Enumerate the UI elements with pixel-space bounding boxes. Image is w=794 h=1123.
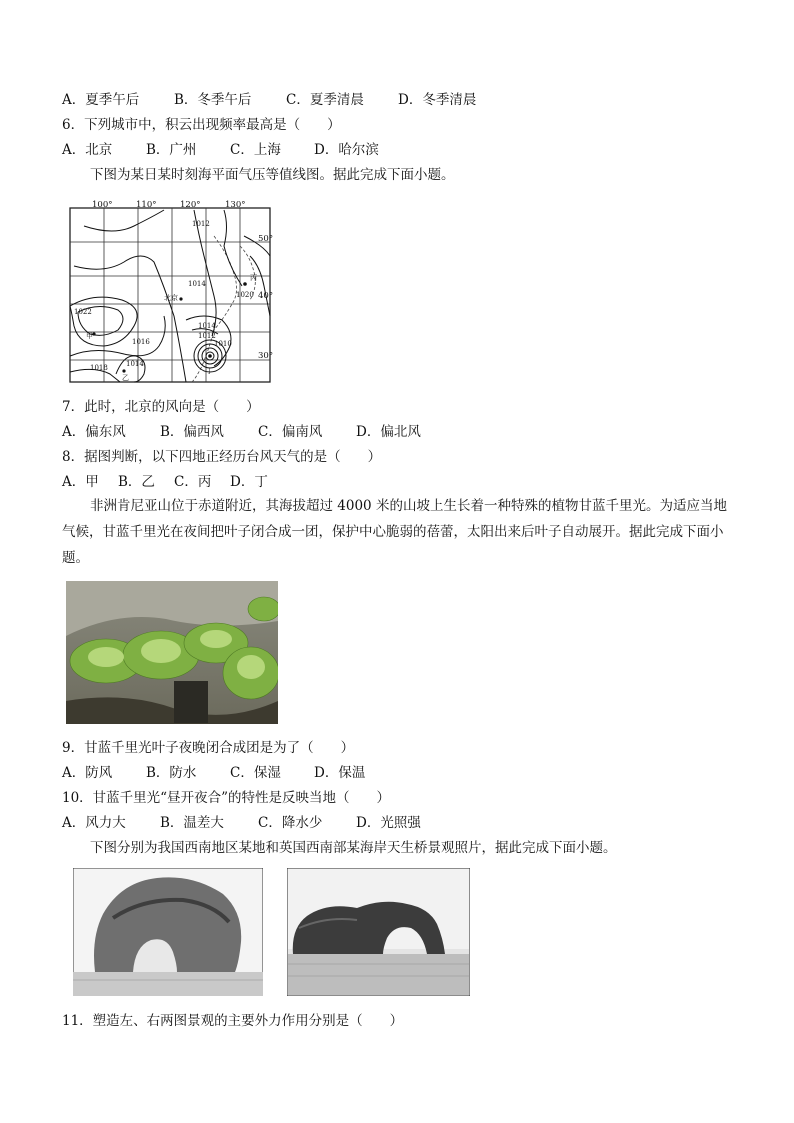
isobar-map xyxy=(64,196,278,388)
q10-option-d: D．光照强 xyxy=(356,815,421,831)
q7-option-c: C．偏南风 xyxy=(258,424,323,440)
place-bing: 丙 xyxy=(250,274,257,282)
q7-options xyxy=(62,423,421,441)
place-ding: 丁 xyxy=(206,367,213,375)
isobar-label: 1018 xyxy=(90,364,108,372)
bing-point xyxy=(243,282,247,286)
q8-option-b: B．乙 xyxy=(118,474,155,490)
beijing-point xyxy=(179,297,182,300)
place-yi: 乙 xyxy=(122,374,129,382)
q5-option-d: D．冬季清晨 xyxy=(398,92,477,108)
q8-option-a: A．甲 xyxy=(62,474,99,490)
place-jia: 甲 xyxy=(86,332,93,340)
q10-options xyxy=(62,814,421,832)
isobar-label: 1012 xyxy=(198,332,216,340)
q5-options xyxy=(62,91,476,109)
q9-option-a: A．防风 xyxy=(62,765,113,781)
isobar-label: 1010 xyxy=(214,340,232,348)
q6-stem: 6．下列城市中，积云出现频率最高是（ ） xyxy=(62,117,341,133)
lon-label: 130° xyxy=(225,200,246,210)
q6-options xyxy=(62,141,379,159)
lat-label: 40° xyxy=(258,291,274,301)
q8-options xyxy=(62,473,268,491)
q5-option-a: A．夏季午后 xyxy=(62,92,140,108)
q9-option-b: B．防水 xyxy=(146,765,197,781)
q10-stem: 10．甘蓝千里光“昼开夜合”的特性是反映当地（ ） xyxy=(62,790,390,806)
isobar-label: 1014 xyxy=(126,360,144,368)
intro-plant-paragraph xyxy=(62,493,734,571)
q5-option-c: C．夏季清晨 xyxy=(286,92,364,108)
intro-arch-text: 下图分别为我国西南地区某地和英国西南部某海岸天生桥景观照片，据此完成下面小题。 xyxy=(90,840,617,856)
lon-label: 100° xyxy=(92,200,113,210)
q6-option-b: B．广州 xyxy=(146,142,197,158)
q8-option-d: D．丁 xyxy=(230,474,268,490)
q10-option-b: B．温差大 xyxy=(160,815,224,831)
q7-option-b: B．偏西风 xyxy=(160,424,224,440)
q6-option-d: D．哈尔滨 xyxy=(314,142,379,158)
isobar-label: 1014 xyxy=(188,280,206,288)
place-beijing: 北京 xyxy=(164,294,178,302)
sea-arch-photo xyxy=(287,868,470,996)
q9-stem: 9．甘蓝千里光叶子夜晚闭合成团是为了（ ） xyxy=(62,740,355,756)
q10-option-a: A．风力大 xyxy=(62,815,126,831)
intro-plant-text: 非洲肯尼亚山位于赤道附近，其海拔超过 4000 米的山坡上生长着一种特殊的植物甘蓝千里光。为适应当地气候，甘蓝千里光在夜间把叶子闭合成一团，保护中心脆弱的蓓蕾，太阳出来后叶子自动展开。据此完成下面小题。 xyxy=(62,498,727,566)
isobar-label: 1020 xyxy=(236,291,254,299)
q9-options xyxy=(62,764,365,782)
q8-stem: 8．据图判断，以下四地正经历台风天气的是（ ） xyxy=(62,449,382,465)
lon-label: 120° xyxy=(180,200,201,210)
q8-option-c: C．丙 xyxy=(174,474,212,490)
lat-label: 50° xyxy=(258,234,274,244)
q9-option-c: C．保湿 xyxy=(230,765,281,781)
q5-option-b: B．冬季午后 xyxy=(174,92,252,108)
isobar-label: 1022 xyxy=(74,308,92,316)
isobar-label: 1012 xyxy=(192,220,210,228)
isobar-label: 1016 xyxy=(132,338,150,346)
q11-stem: 11．塑造左、右两图景观的主要外力作用分别是（ ） xyxy=(62,1013,404,1029)
q7-option-a: A．偏东风 xyxy=(62,424,126,440)
q7-option-d: D．偏北风 xyxy=(356,424,421,440)
q6-option-c: C．上海 xyxy=(230,142,281,158)
ding-point xyxy=(208,354,212,358)
q7-stem: 7．此时，北京的风向是（ ） xyxy=(62,399,260,415)
isobar-label: 1014 xyxy=(198,322,216,330)
yi-point xyxy=(122,369,125,372)
plant-photo xyxy=(66,581,278,724)
intro-map-text: 下图为某日某时刻海平面气压等值线图。据此完成下面小题。 xyxy=(90,167,455,183)
lon-label: 110° xyxy=(136,200,157,210)
karst-arch-photo xyxy=(73,868,263,996)
lat-label: 30° xyxy=(258,351,274,361)
q9-option-d: D．保温 xyxy=(314,765,366,781)
q10-option-c: C．降水少 xyxy=(258,815,323,831)
q6-option-a: A．北京 xyxy=(62,142,113,158)
